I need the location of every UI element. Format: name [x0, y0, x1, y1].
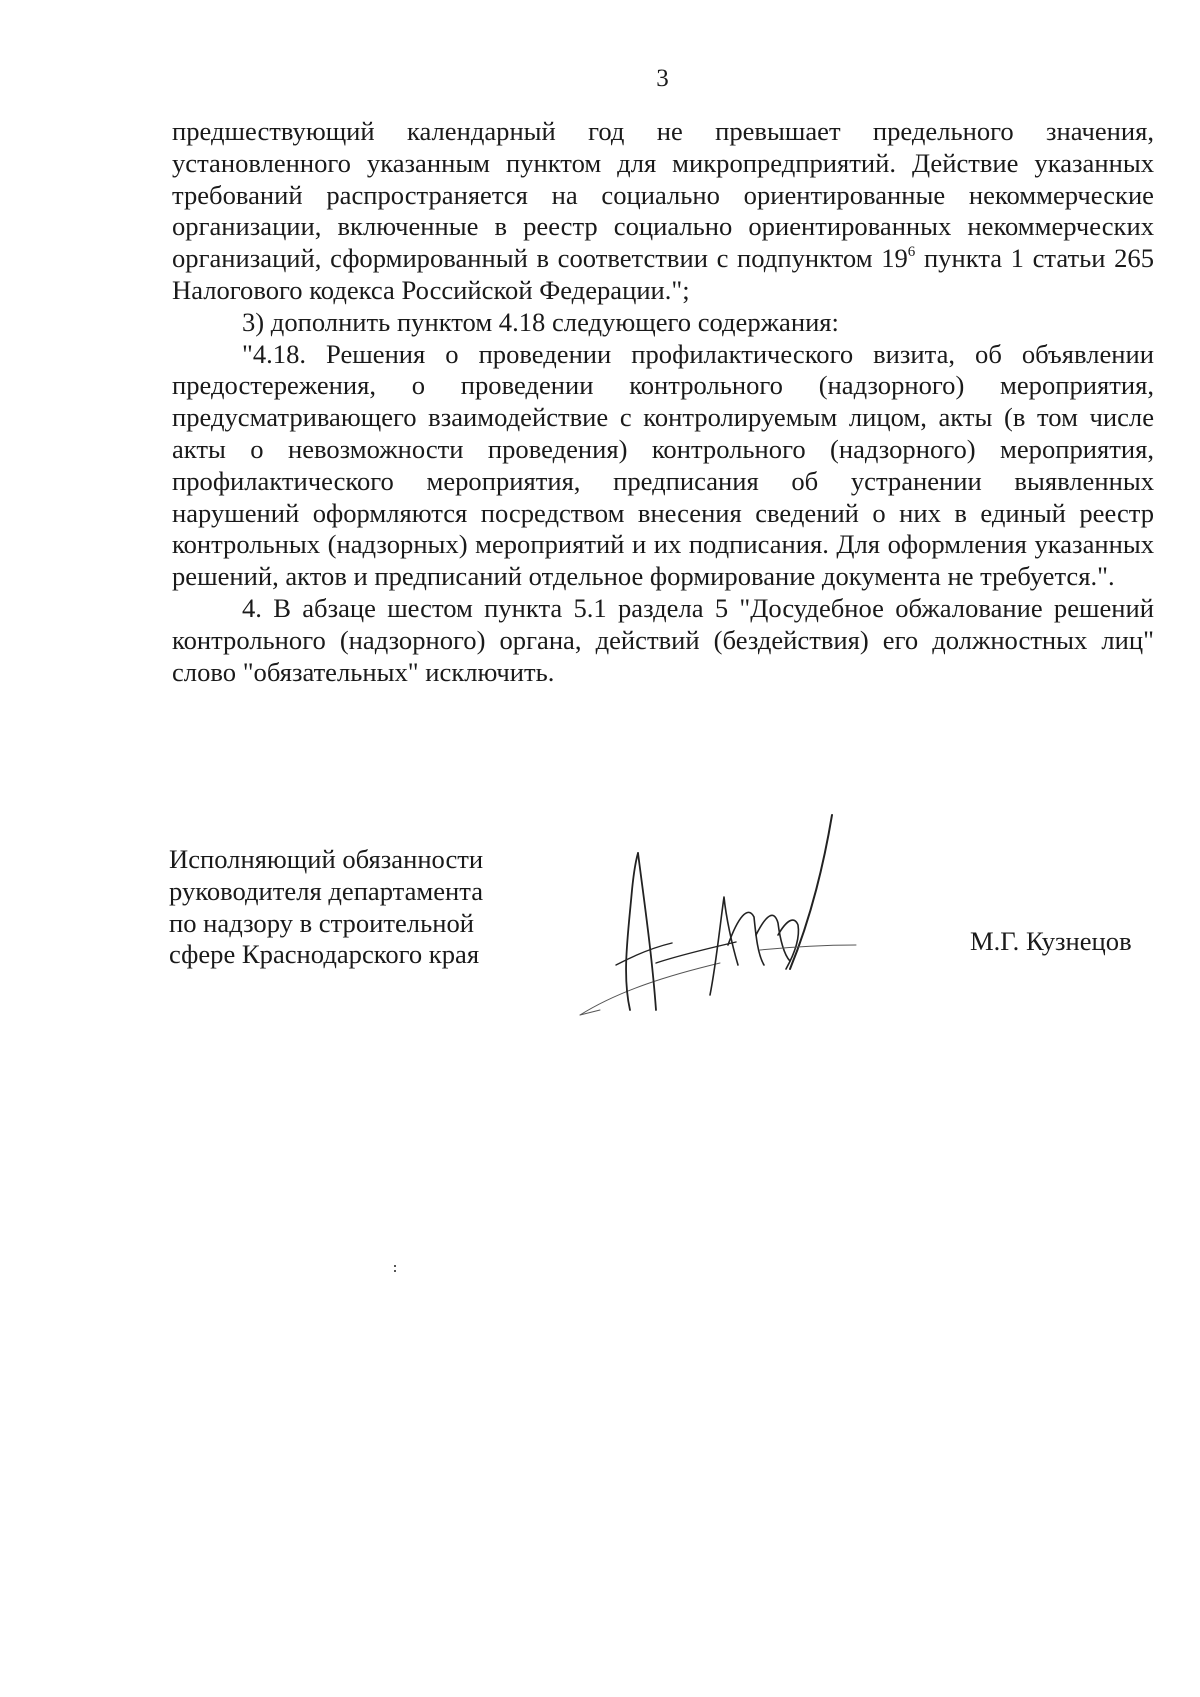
signer-name: М.Г. Кузнецов [970, 926, 1132, 956]
document-body [172, 116, 1154, 688]
signer-position-line: по надзору в строительной [169, 907, 474, 938]
handwritten-signature [560, 805, 880, 1030]
paragraph-continuation [172, 116, 1154, 307]
paragraph-continuation-text: предшествующий календарный год не превышает предельного значения, установленного указанным пунктом для микропредприятий. Действие указанных требований распространяется на социально ориентированные некоммерческие организации, включенные в реестр социально ориентированных некоммерческих организаций, сформированный в соответствии с подпунктом 19 [172, 116, 1154, 274]
paragraph-item-3: 3) дополнить пунктом 4.18 следующего содержания: [242, 306, 839, 337]
page-number: 3 [656, 65, 669, 92]
paragraph-item-4: 4. В абзаце шестом пункта 5.1 раздела 5 "Досудебное обжалование решений контрольного (надзорного) органа, действий (бездействия) его должностных лиц" слово "обязательных" исключить. [172, 592, 1154, 687]
stray-mark [394, 1265, 397, 1277]
paragraph-clause-4-18: "4.18. Решения о проведении профилактического визита, об объявлении предостережения, о проведении контрольного (надзорного) мероприятия, предусматривающего взаимодействие с контролируемым лицом, акты (в том числе акты о невозможности проведения) контрольного (надзорного) мероприятия, профилактического мероприятия, предписания об устранении выявленных нарушений оформляются посредством внесения сведений о них в единый реестр контрольных (надзорных) мероприятий и их подписания. Для оформления указанных решений, актов и предписаний отдельное формирование документа не требуется.". [172, 338, 1154, 592]
signer-position-line: сфере Краснодарского края [169, 939, 480, 970]
superscript-index: 6 [907, 244, 916, 261]
signer-position [169, 844, 529, 971]
signer-position-line: Исполняющий обязанности [169, 844, 484, 874]
paragraph-continuation-end: пункта 1 статьи 265 Налогового кодекса Российской Федерации."; [172, 243, 1154, 305]
signer-position-line: руководителя департамента [169, 875, 484, 906]
